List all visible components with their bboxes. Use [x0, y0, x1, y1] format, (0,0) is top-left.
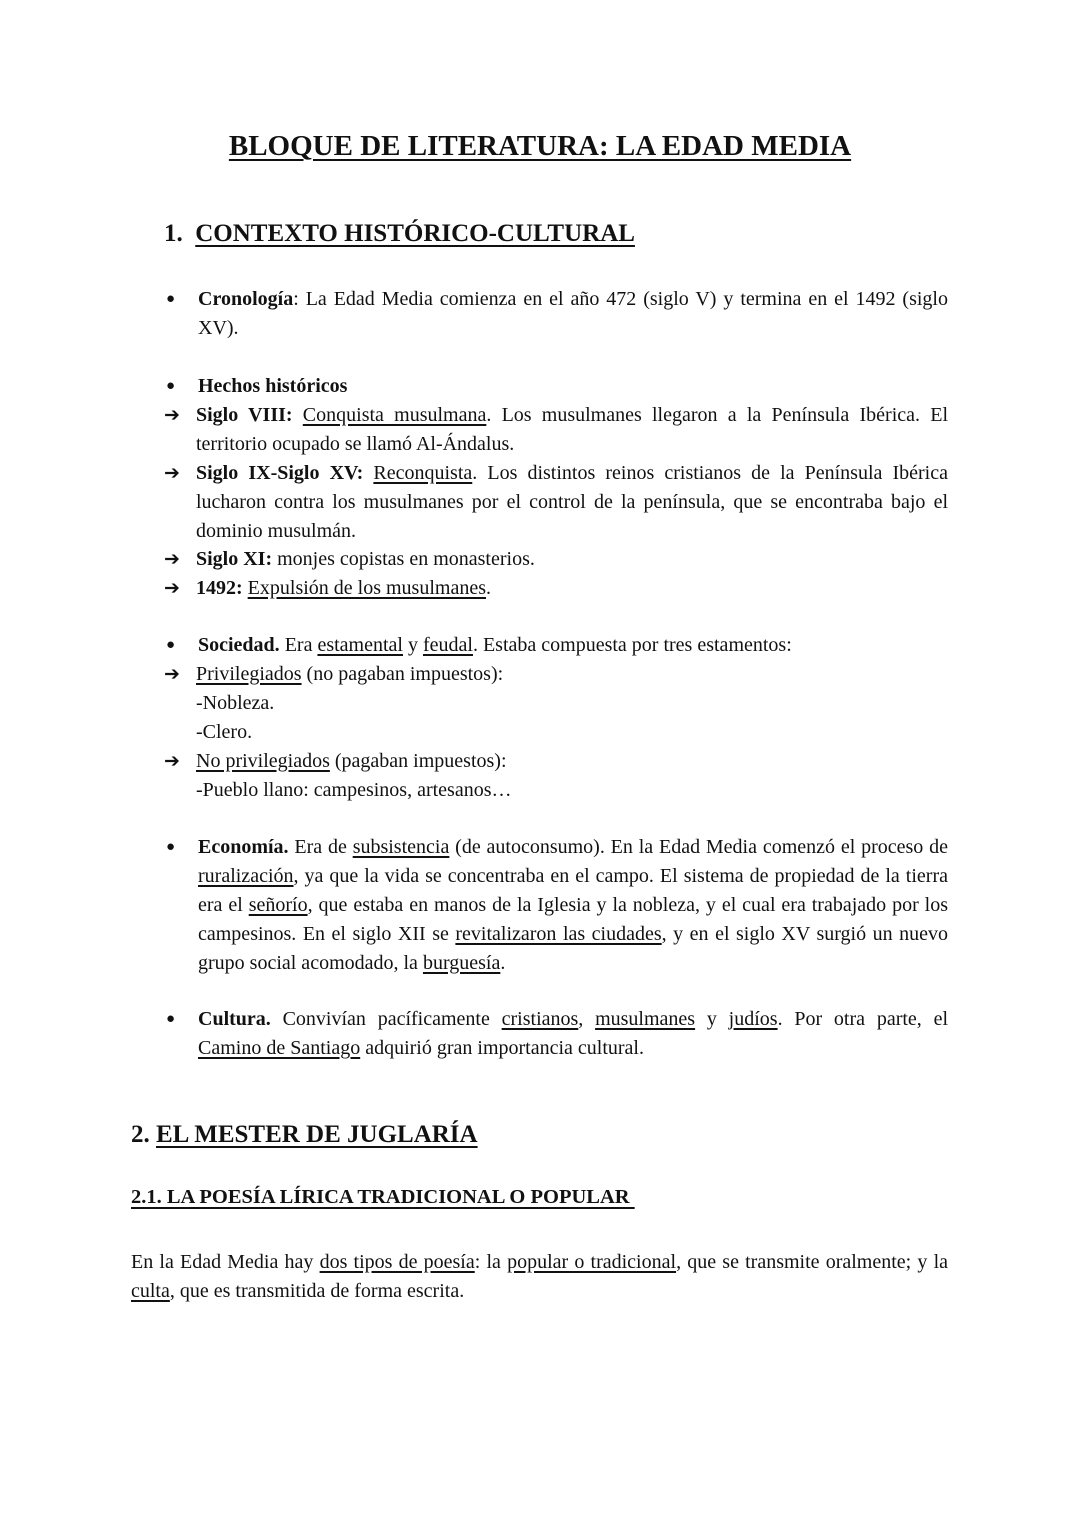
intro-paragraph: En la Edad Media hay dos tipos de poesía: la popular o tradicional, que se transmite oralmente; y la culta, que es transmitida de forma escrita.	[131, 1251, 949, 1302]
cronologia-block	[164, 285, 948, 343]
sociedad-text: Sociedad. Era estamental y feudal. Estaba compuesta por tres estamentos:	[198, 634, 792, 656]
sub-item: -Pueblo llano: campesinos, artesanos…	[196, 778, 512, 801]
hechos-block	[164, 372, 948, 603]
economia-block	[164, 833, 948, 978]
section-2-title: EL MESTER DE JUGLARÍA	[156, 1121, 478, 1148]
estamento-item: ➔ Privilegiados (no pagaban impuestos):	[164, 660, 948, 689]
arrow-icon: ➔	[164, 461, 180, 484]
arrow-icon: ➔	[164, 577, 180, 600]
arrow-icon: ➔	[164, 749, 180, 772]
sociedad-block	[164, 631, 948, 804]
section-1-title: CONTEXTO HISTÓRICO-CULTURAL	[195, 220, 635, 247]
hechos-item: ➔ 1492: Expulsión de los musulmanes.	[164, 574, 948, 603]
hechos-item: ➔ Siglo XI: monjes copistas en monasterios.	[164, 545, 948, 574]
cultura-block	[164, 1005, 948, 1063]
cultura-text: Cultura. Convivían pacíficamente cristianos, musulmanes y judíos. Por otra parte, el Camino de Santiago adquirió gran importancia cultural.	[198, 1008, 949, 1059]
sub-item: -Nobleza.	[196, 691, 275, 714]
cronologia-text: Cronología: La Edad Media comienza en el año 472 (siglo V) y termina en el 1492 (siglo XV).	[198, 288, 948, 339]
section-1-heading	[164, 220, 635, 248]
economia-text: Economía. Era de subsistencia (de autoconsumo). En la Edad Media comenzó el proceso de ruralización, ya que la vida se concentraba en el campo. El sistema de propiedad de la tierra era el señorío, que estaba en manos de la Iglesia y la nobleza, y el cual era trabajado por los campesinos. En el siglo XII se revitalizaron las ciudades, y en el siglo XV surgió un nuevo grupo social acomodado, la burguesía.	[198, 836, 949, 974]
arrow-icon: ➔	[164, 662, 180, 685]
bullet-icon: ●	[166, 637, 176, 653]
section-1-number: 1.	[164, 220, 183, 247]
bullet-icon: ●	[166, 1011, 176, 1027]
hechos-item: ➔ Siglo IX-Siglo XV: Reconquista. Los distintos reinos cristianos de la Península Ibérica lucharon contra los musulmanes por el control de la península, que se encontraba bajo el dominio musulmán.	[164, 459, 948, 546]
document-title: BLOQUE DE LITERATURA: LA EDAD MEDIA	[228, 130, 852, 162]
section-2-number: 2.	[131, 1121, 150, 1148]
bullet-icon: ●	[166, 291, 176, 307]
arrow-icon: ➔	[164, 403, 180, 426]
hechos-item: ➔ Siglo VIII: Conquista musulmana. Los musulmanes llegaron a la Península Ibérica. El territorio ocupado se llamó Al-Ándalus.	[164, 401, 948, 459]
arrow-icon: ➔	[164, 548, 180, 571]
section-2-heading	[131, 1121, 478, 1149]
hechos-label: Hechos históricos	[198, 375, 348, 397]
bullet-icon: ●	[166, 378, 176, 394]
sub-item: -Clero.	[196, 720, 253, 743]
bullet-icon: ●	[166, 839, 176, 855]
estamento-item: ➔ No privilegiados (pagaban impuestos):	[164, 747, 948, 776]
section-2-1-heading: 2.1. LA POESÍA LÍRICA TRADICIONAL O POPULAR	[131, 1186, 635, 1208]
